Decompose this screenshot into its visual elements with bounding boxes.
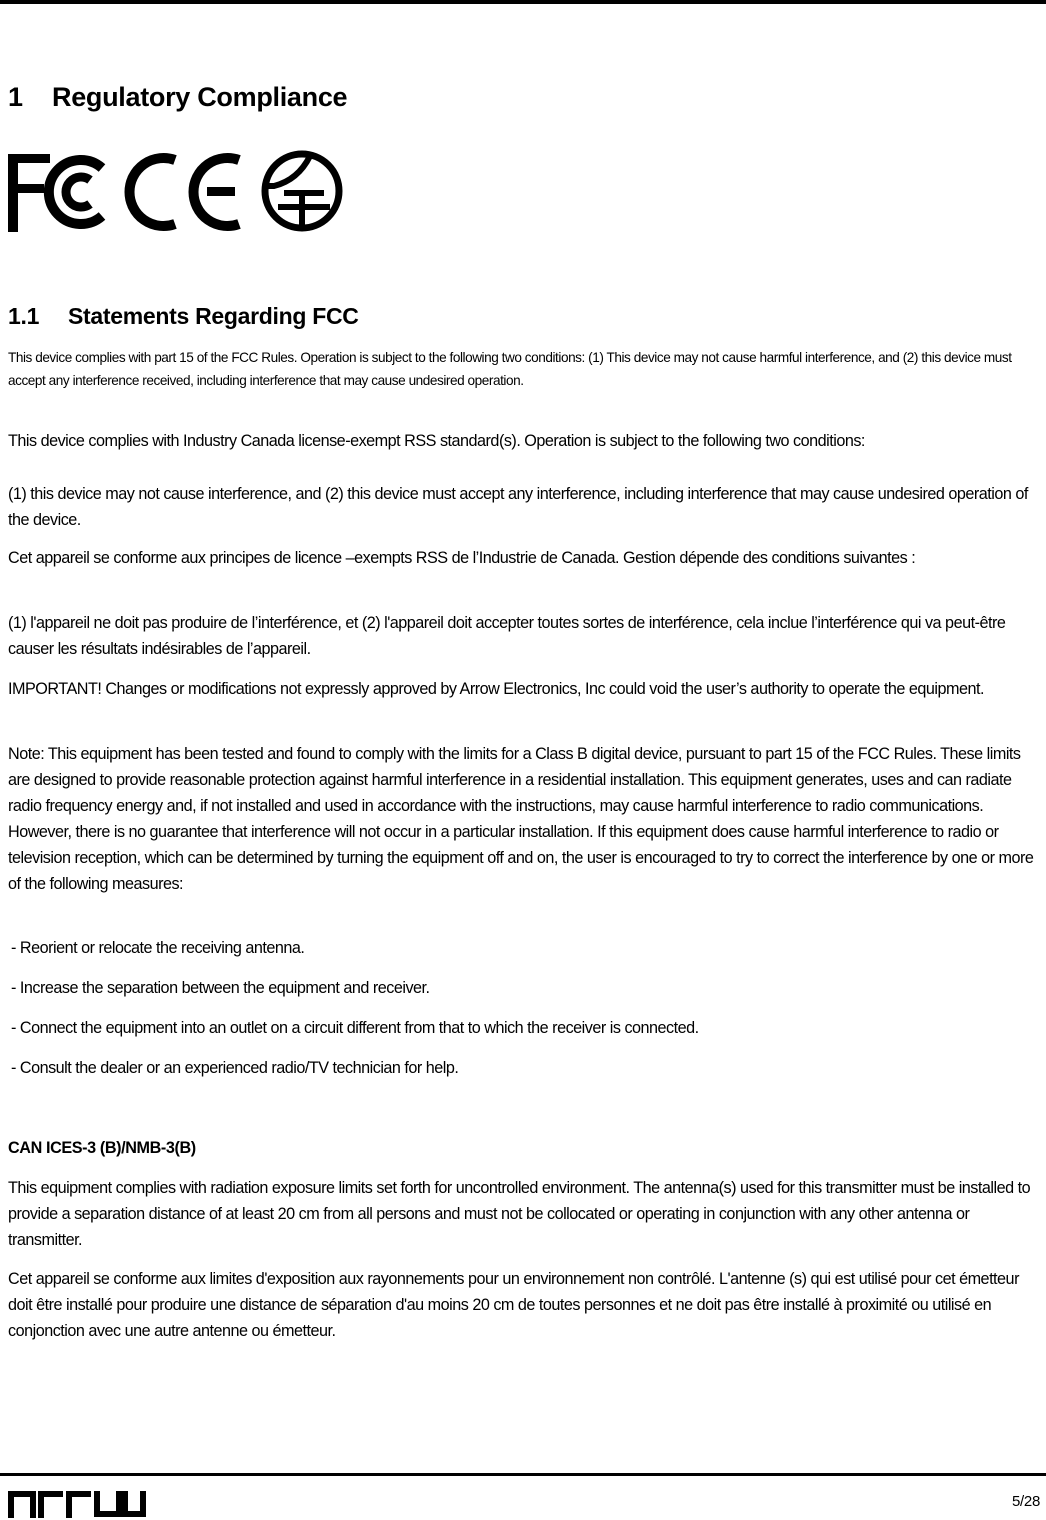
measure-item: - Increase the separation between the equipment and receiver. <box>11 979 430 997</box>
rf-exposure-fr: Cet appareil se conforme aux limites d'exposition aux rayonnements pour un environnement non contrôlé. L'antenne (s) qui est utilisé pour cet émetteur doit être installé pour produire une distance de séparation d'au moins 20 cm de toutes personnes et ne doit pas être installé à proximité ou utilisé en conjonction avec une autre antenne ou émetteur. <box>8 1270 1019 1340</box>
section-heading <box>8 82 347 113</box>
arrow-brand-logo <box>8 1488 146 1520</box>
subsection-number: 1.1 <box>8 303 40 329</box>
bottom-rule <box>0 1473 1046 1476</box>
telec-logo <box>265 154 339 228</box>
ic-statement-en-2: (1) this device may not cause interference, and (2) this device must accept any interference, including interference that may cause undesired operation of the device. <box>8 485 1028 529</box>
can-ices-heading: CAN ICES-3 (B)/NMB-3(B) <box>8 1139 196 1157</box>
class-b-note: Note: This equipment has been tested and found to comply with the limits for a Class B digital device, pursuant to part 15 of the FCC Rules. These limits are designed to provide reasonable protection against harmful interference in a residential installation. This equipment generates, uses and can radiate radio frequency energy and, if not installed and used in accordance with the instructions, may cause harmful interference to radio communications. However, there is no guarantee that interference will not occur in a particular installation. If this equipment does cause harmful interference to radio or television reception, which can be determined by turning the equipment off and on, the user is encouraged to try to correct the interference by one or more of the following measures: <box>8 745 1034 893</box>
ic-statement-fr-1: Cet appareil se conforme aux principes de licence –exempts RSS de l’Industrie de Canada. Gestion dépende des conditions suivantes : <box>8 549 916 567</box>
measure-item: - Reorient or relocate the receiving antenna. <box>11 939 305 957</box>
ic-statement-fr-2: (1) l'appareil ne doit pas produire de l’interférence, et (2) l'appareil doit accepter toutes sortes de interférence, cela inclue l’interférence qui va peut-être causer les résultats indésirables de l’appareil. <box>8 614 1006 658</box>
rf-exposure-en: This equipment complies with radiation exposure limits set forth for uncontrolled environment. The antenna(s) used for this transmitter must be installed to provide a separation distance of at least 20 cm from all persons and must not be collocated or operating in conjunction with any other antenna or transmitter. <box>8 1179 1031 1249</box>
subsection-heading <box>8 303 359 330</box>
measure-item: - Connect the equipment into an outlet on a circuit different from that to which the receiver is connected. <box>11 1019 699 1037</box>
section-title: Regulatory Compliance <box>52 82 348 112</box>
certification-logos <box>8 150 353 234</box>
measure-item: - Consult the dealer or an experienced radio/TV technician for help. <box>11 1059 459 1077</box>
ic-statement-en-1: This device complies with Industry Canada license-exempt RSS standard(s). Operation is subject to the following two conditions: <box>8 432 865 450</box>
fcc-logo <box>8 154 102 232</box>
subsection-title: Statements Regarding FCC <box>68 303 359 329</box>
ce-logo <box>130 158 239 226</box>
page-number: 5/28 <box>1012 1493 1040 1510</box>
top-rule <box>0 0 1046 4</box>
important-notice: IMPORTANT! Changes or modifications not expressly approved by Arrow Electronics, Inc could void the user’s authority to operate the equipment. <box>8 680 985 698</box>
section-number: 1 <box>8 82 23 112</box>
fcc-part15-statement: This device complies with part 15 of the FCC Rules. Operation is subject to the following two conditions: (1) This device may not cause harmful interference, and (2) this device must accept any interference received, including interference that may cause undesired operation. <box>8 350 1012 388</box>
